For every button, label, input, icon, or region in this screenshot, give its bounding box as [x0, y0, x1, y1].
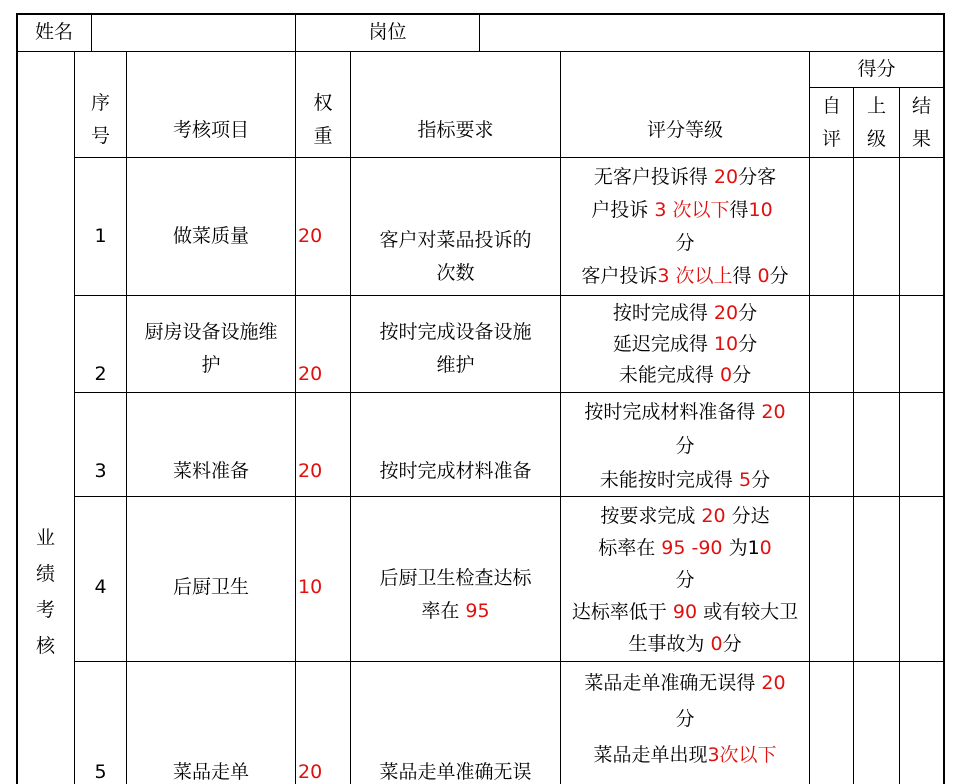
- col-line-item: [295, 51, 296, 784]
- seq-header-top: 序: [90, 92, 110, 114]
- col-line-weight: [350, 51, 351, 784]
- row-divider-1: [74, 295, 944, 296]
- row1-weight: 20: [298, 225, 323, 247]
- header-divider: [16, 51, 945, 52]
- border-right: [943, 13, 945, 784]
- requirement-header: 指标要求: [417, 119, 494, 141]
- row2-requirement-line2: 维护: [436, 354, 475, 376]
- result-score-header: [900, 88, 943, 157]
- row-divider-0: [74, 157, 944, 158]
- row3-item: 菜料准备: [172, 460, 249, 482]
- result-score-header-bottom: 果: [911, 127, 931, 150]
- row4-item: 后厨卫生: [172, 576, 249, 598]
- section-char-1: 业: [35, 527, 55, 549]
- row2-item-line1: 厨房设备设施维: [144, 321, 278, 343]
- row5-weight: 20: [298, 761, 323, 783]
- col-line-grading: [809, 51, 810, 784]
- row1-grading-line2: 户投诉 3 次以下得10: [591, 199, 773, 221]
- row5-grading-line2: 分: [675, 708, 695, 730]
- row3-grading: [561, 396, 809, 496]
- weight-header-top: 权: [313, 92, 333, 114]
- row2-grading-line1: 按时完成得 20分: [612, 301, 758, 324]
- col-line-section: [74, 51, 75, 784]
- row1-requirement-line2: 次数: [436, 262, 475, 284]
- row4-grading-line3: 分: [675, 569, 695, 591]
- row4-requirement: [351, 560, 560, 630]
- row4-grading-line5: 生事故为 0分: [628, 633, 742, 655]
- row4-requirement-line2: 率在 95: [421, 600, 490, 622]
- superior-score-header: [854, 88, 899, 157]
- row1-grading: [561, 160, 809, 294]
- row5-grading: [561, 665, 809, 775]
- grading-header: 评分等级: [646, 119, 723, 141]
- name-label: 姓名: [34, 21, 73, 43]
- row2-grading-line3: 未能完成得 0分: [618, 363, 752, 386]
- row1-grading-line1: 无客户投诉得 20分客: [593, 166, 777, 188]
- row2-seq: 2: [94, 363, 107, 385]
- row3-weight: 20: [298, 460, 323, 482]
- row1-seq: 1: [94, 225, 107, 247]
- row4-grading-line4: 达标率低于 90 或有较大卫: [571, 601, 799, 623]
- self-score-header-bottom: 评: [821, 127, 841, 150]
- row-divider-2: [74, 392, 944, 393]
- row1-grading-line4: 客户投诉3 次以上得 0分: [581, 265, 789, 287]
- name-field[interactable]: [92, 14, 295, 51]
- row5-seq: 5: [94, 761, 107, 783]
- item-header: 考核项目: [172, 119, 249, 141]
- row1-requirement-line1: 客户对菜品投诉的: [379, 229, 532, 251]
- col-line-seq: [126, 51, 127, 784]
- score-group-header: 得分: [857, 58, 896, 80]
- position-field[interactable]: [480, 14, 943, 51]
- row5-requirement: 菜品走单准确无误: [379, 761, 532, 783]
- row1-requirement: [351, 222, 560, 292]
- section-char-3: 考: [35, 599, 55, 621]
- row2-item-line2: 护: [201, 354, 221, 376]
- row4-grading: [561, 499, 809, 661]
- weight-header: [296, 84, 350, 156]
- row4-weight: 10: [298, 576, 323, 598]
- row-divider-4: [74, 661, 944, 662]
- row-divider-3: [74, 496, 944, 497]
- row2-requirement-line1: 按时完成设备设施: [379, 321, 532, 343]
- self-score-header: [810, 88, 853, 157]
- seq-header: [75, 84, 126, 156]
- seq-header-bottom: 号: [90, 125, 110, 147]
- weight-header-bottom: 重: [313, 125, 333, 147]
- section-char-4: 核: [35, 635, 55, 657]
- col-line-self: [853, 87, 854, 784]
- superior-score-header-bottom: 级: [866, 127, 886, 150]
- row3-grading-line1: 按时完成材料准备得 20: [584, 401, 786, 423]
- self-score-header-top: 自: [821, 94, 841, 117]
- row2-grading: [561, 297, 809, 391]
- row5-grading-line1: 菜品走单准确无误得 20: [584, 672, 786, 694]
- row3-requirement: 按时完成材料准备: [379, 460, 532, 482]
- row3-grading-line2: 分: [675, 435, 695, 457]
- row5-item: 菜品走单: [172, 761, 249, 783]
- row5-grading-line3: 菜品走单出现3次以下: [593, 744, 777, 766]
- section-label: [17, 520, 74, 664]
- row4-seq: 4: [94, 576, 107, 598]
- result-score-header-top: 结: [911, 94, 931, 117]
- row4-grading-line2: 标率在 95 -90 为10: [598, 537, 772, 559]
- superior-score-header-top: 上: [866, 94, 886, 117]
- row2-item: [127, 314, 295, 384]
- row1-grading-line3: 分: [675, 232, 695, 254]
- section-char-2: 绩: [35, 563, 55, 585]
- col-line-superior: [899, 87, 900, 784]
- row1-item: 做菜质量: [172, 225, 249, 247]
- row2-requirement: [351, 314, 560, 384]
- position-label: 岗位: [368, 21, 407, 43]
- row4-grading-line1: 按要求完成 20 分达: [600, 505, 770, 527]
- row2-weight: 20: [298, 363, 323, 385]
- row3-grading-line3: 未能按时完成得 5分: [599, 469, 771, 491]
- row2-grading-line2: 延迟完成得 10分: [612, 332, 758, 355]
- row4-requirement-line1: 后厨卫生检查达标: [379, 567, 532, 589]
- border-left: [16, 13, 18, 784]
- row3-seq: 3: [94, 460, 107, 482]
